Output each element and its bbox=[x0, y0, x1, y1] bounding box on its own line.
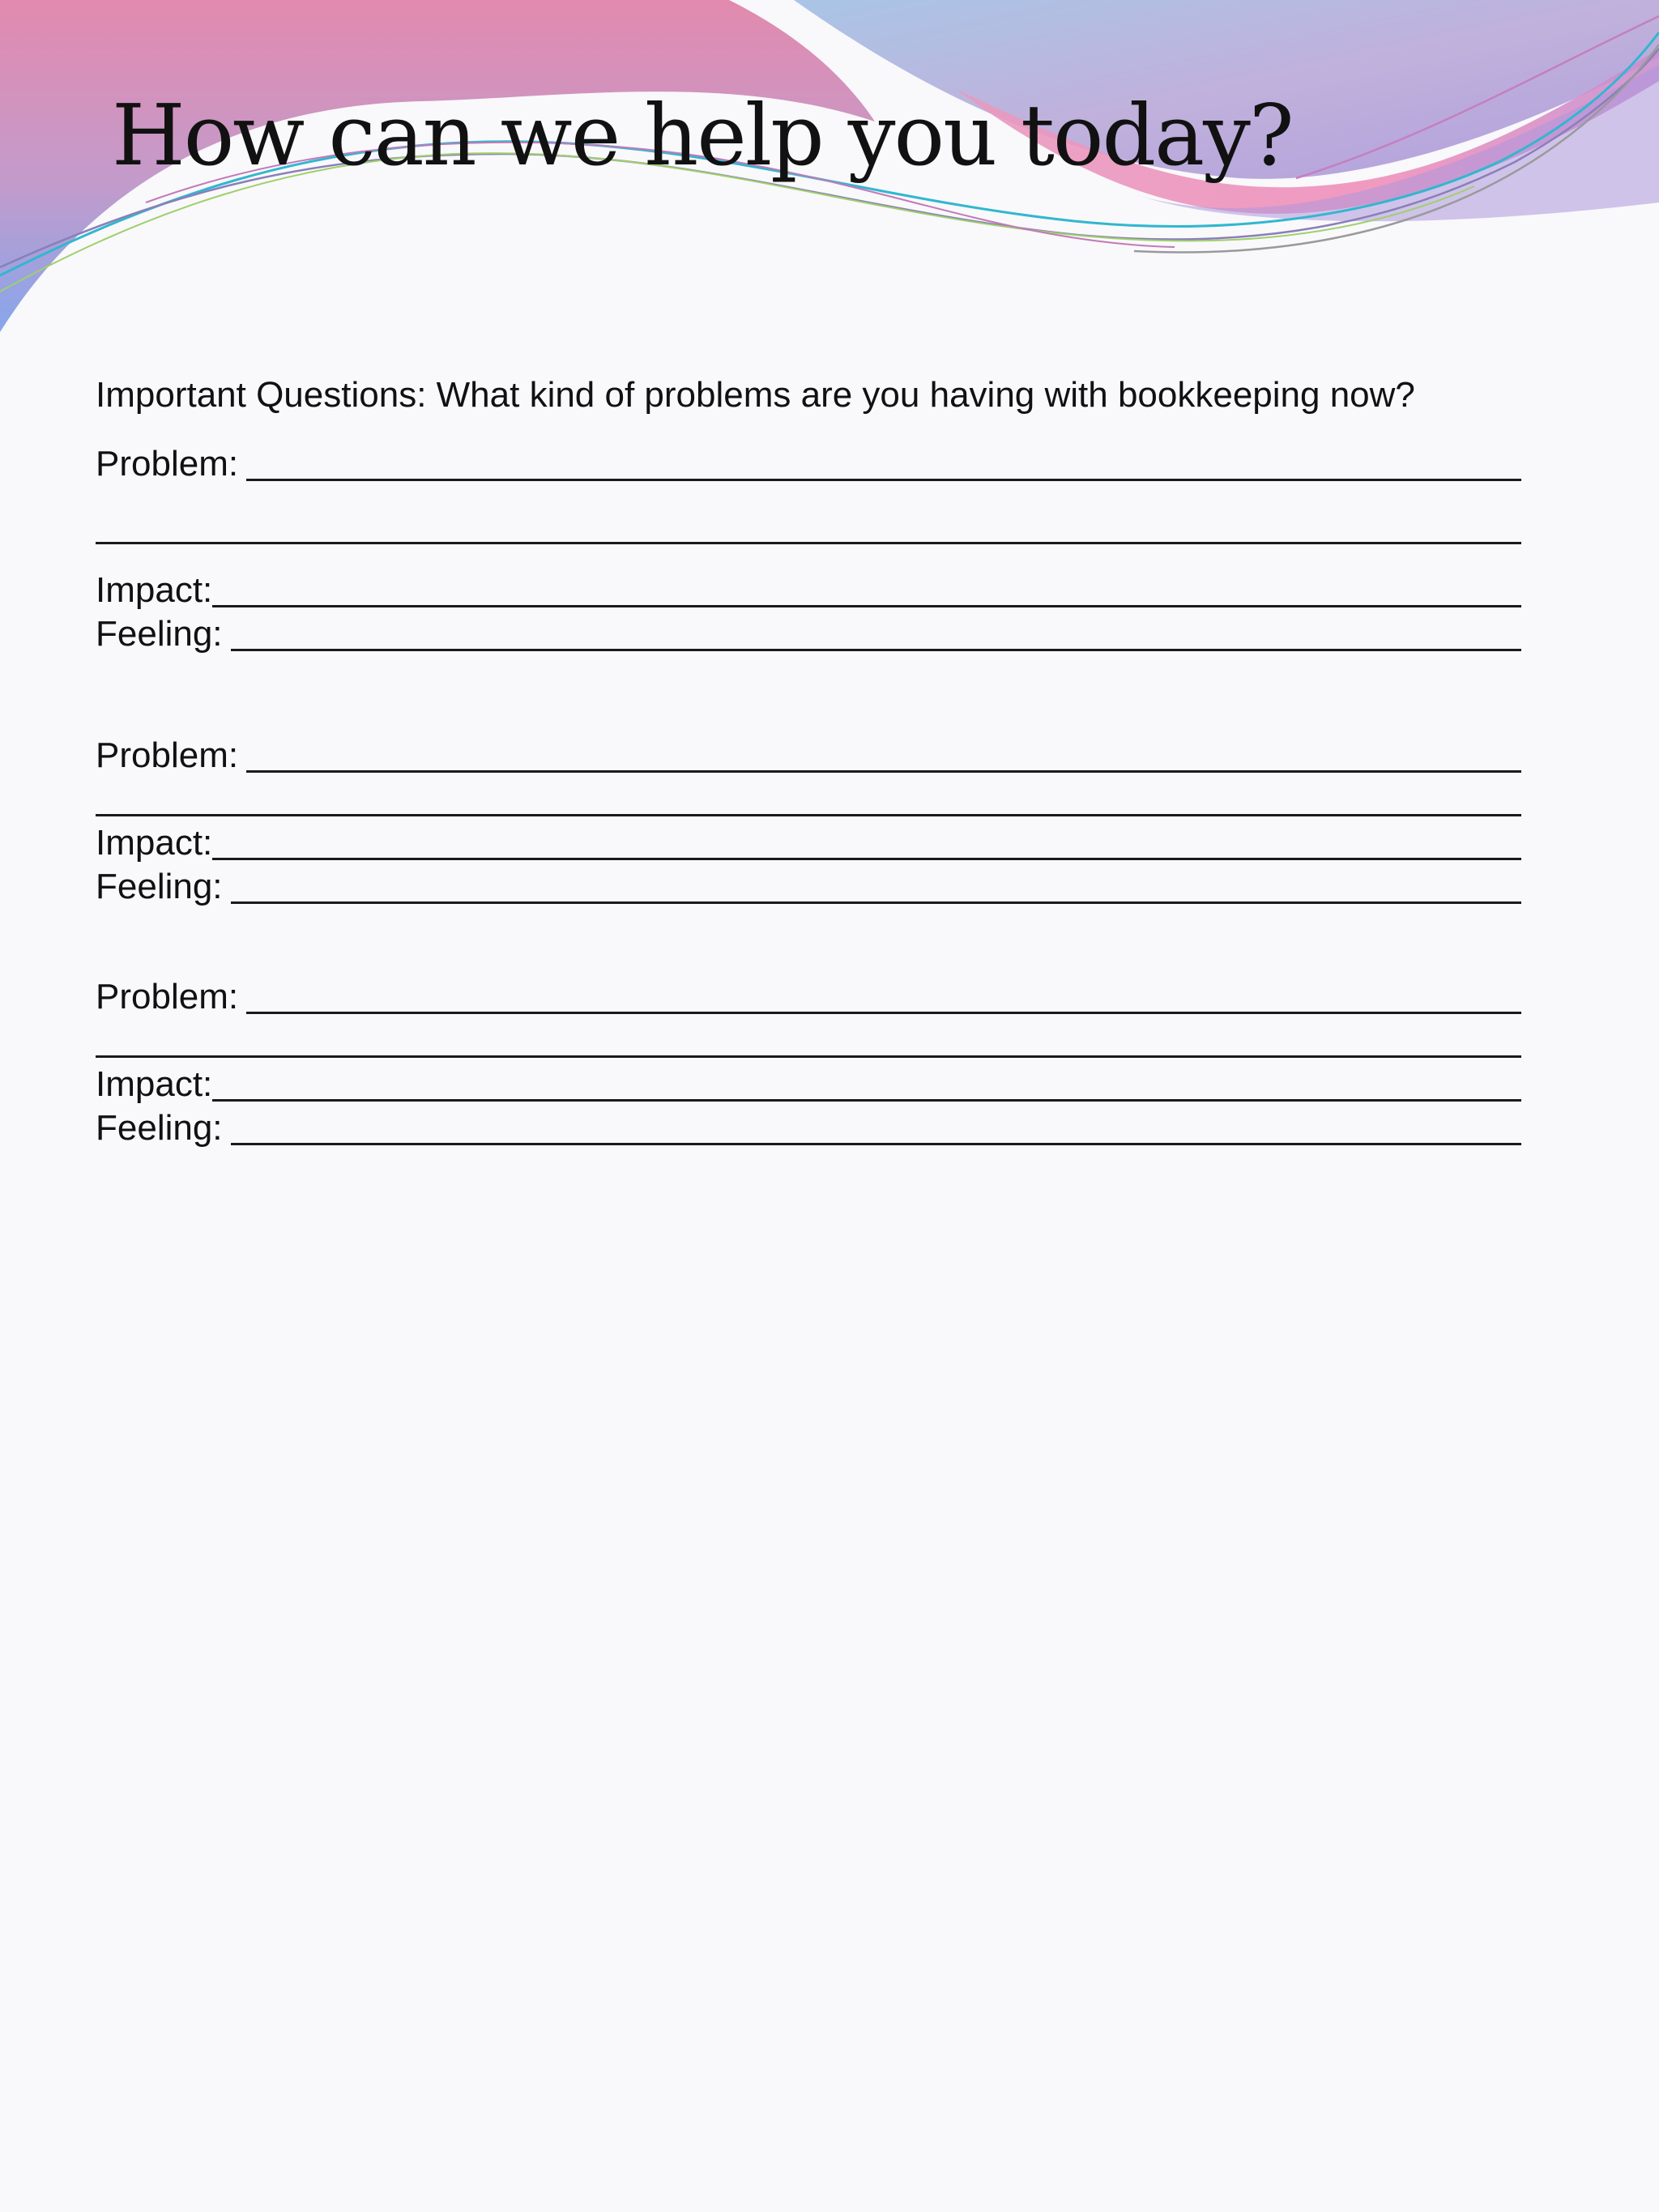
problem-continuation-row-1 bbox=[96, 505, 1521, 549]
problem-label: Problem: bbox=[96, 977, 239, 1016]
spacer bbox=[96, 909, 1521, 975]
impact-row-2 bbox=[96, 821, 1521, 865]
impact-label: Impact: bbox=[96, 1064, 213, 1104]
feeling-answer-line[interactable] bbox=[231, 649, 1521, 651]
impact-row-1 bbox=[96, 569, 1521, 612]
feeling-label: Feeling: bbox=[96, 614, 223, 654]
problem-block-3 bbox=[96, 975, 1521, 1150]
problem-answer-line[interactable] bbox=[246, 479, 1521, 481]
feeling-answer-line[interactable] bbox=[231, 901, 1521, 904]
problem-block-1 bbox=[96, 442, 1521, 656]
impact-row-3 bbox=[96, 1063, 1521, 1106]
feeling-row-3 bbox=[96, 1106, 1521, 1150]
problem-answer-line[interactable] bbox=[246, 1012, 1521, 1014]
problem-block-2 bbox=[96, 734, 1521, 909]
impact-answer-line[interactable] bbox=[212, 858, 1521, 860]
problem-row-3 bbox=[96, 975, 1521, 1019]
feeling-row-1 bbox=[96, 612, 1521, 656]
problem-continuation-line[interactable] bbox=[96, 542, 1521, 544]
problem-answer-line[interactable] bbox=[246, 770, 1521, 773]
problem-row-1 bbox=[96, 442, 1521, 486]
feeling-label: Feeling: bbox=[96, 867, 223, 906]
problem-continuation-line[interactable] bbox=[96, 814, 1521, 816]
impact-answer-line[interactable] bbox=[212, 605, 1521, 607]
page-title: How can we help you today? bbox=[112, 86, 1293, 185]
impact-label: Impact: bbox=[96, 823, 213, 863]
problem-label: Problem: bbox=[96, 735, 239, 775]
spacer bbox=[96, 656, 1521, 734]
impact-answer-line[interactable] bbox=[212, 1099, 1521, 1102]
feeling-answer-line[interactable] bbox=[231, 1143, 1521, 1145]
problem-row-2 bbox=[96, 734, 1521, 778]
important-question: Important Questions: What kind of problems are you having with bookkeeping now? bbox=[96, 375, 1415, 415]
feeling-label: Feeling: bbox=[96, 1108, 223, 1148]
feeling-row-2 bbox=[96, 865, 1521, 909]
questionnaire-form bbox=[96, 371, 1521, 1150]
problem-continuation-row-3 bbox=[96, 1019, 1521, 1063]
problem-continuation-line[interactable] bbox=[96, 1055, 1521, 1058]
problem-continuation-row-2 bbox=[96, 778, 1521, 821]
problem-label: Problem: bbox=[96, 444, 239, 484]
impact-label: Impact: bbox=[96, 570, 213, 610]
